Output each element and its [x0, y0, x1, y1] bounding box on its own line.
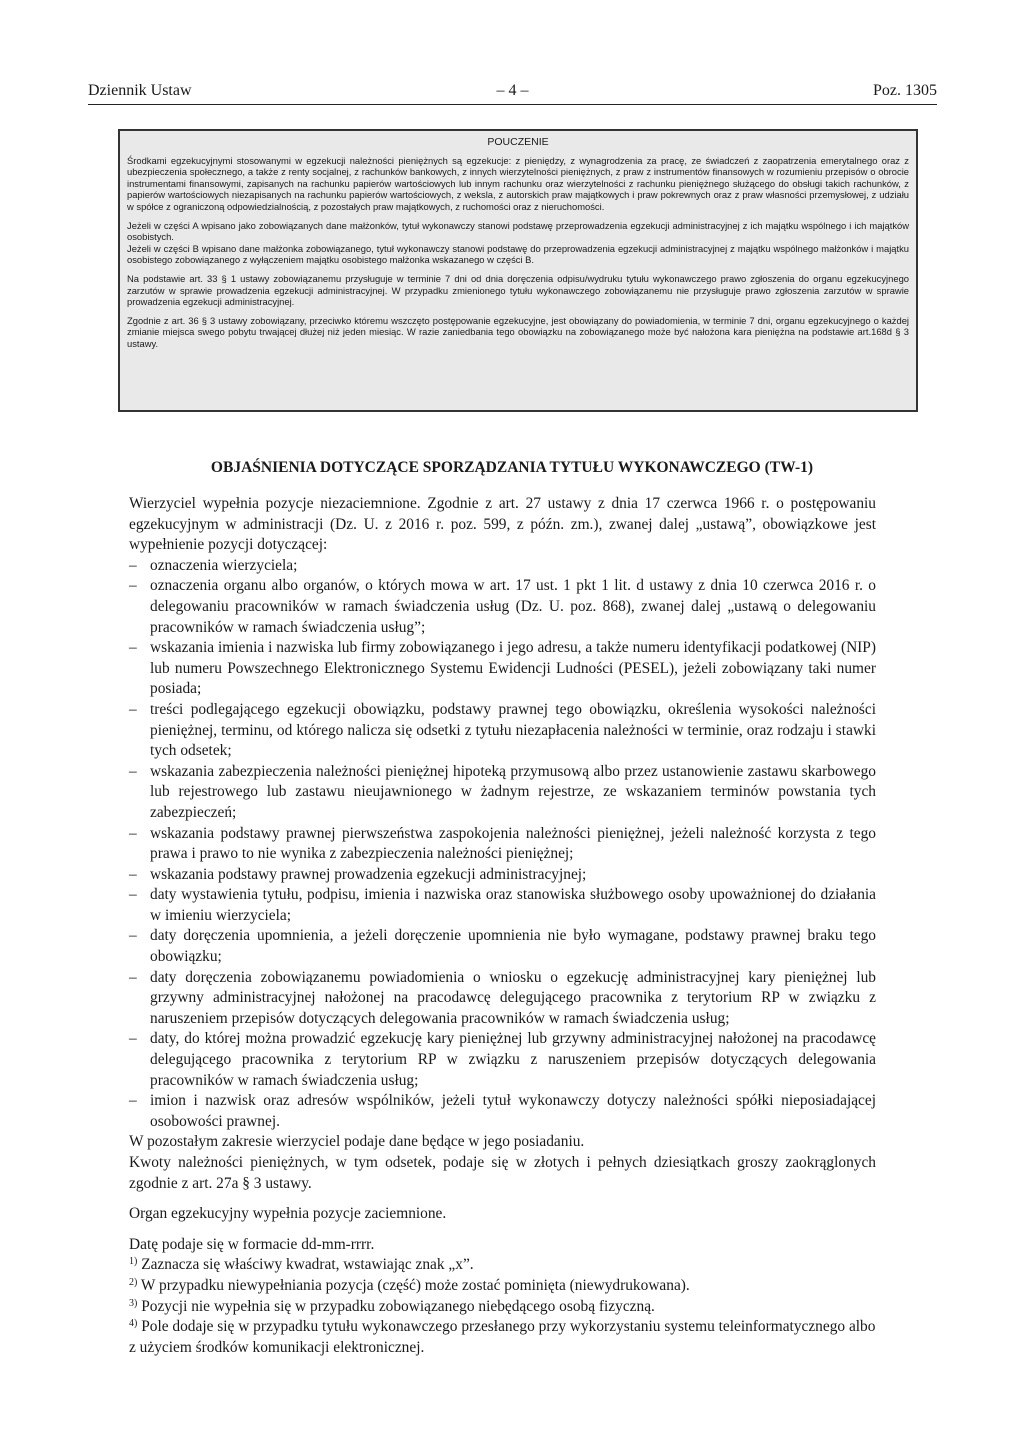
notice-paragraph: Środkami egzekucyjnymi stosowanymi w egzekucji należności pieniężnych są egzekucje: z pieniędzy, z wynagrodzenia za pracę, ze świadczeń z zaopatrzenia emerytalnego oraz z ubezpieczenia społecznego, a także z renty socjalnej, z rachunków bankowych, z innych wierzytelności pieniężnych, z praw z instrumentów finansowych w rozumieniu przepisów o obrocie instrumentami finansowymi, zapisanych na rachunku papierów wartościowych lub innym rachunku oraz wierzytelności z rachunku pieniężnego służącego do obsługi takich rachunków, z papierów wartościowych niezapisanych na rachunku papierów wartościowych, z weksla, z autorskich praw majątkowych i praw pokrewnych oraz z praw własności przemysłowej, z udziału w spółce z ograniczoną odpowiedzialnością, z pozostałych praw majątkowych, z ruchomości oraz z nieruchomości. — [127, 154, 909, 212]
notice-title: POUCZENIE — [487, 136, 549, 148]
list-item — [129, 1029, 876, 1091]
notice-paragraph: Zgodnie z art. 36 § 3 ustawy zobowiązany, przeciwko któremu wszczęto postępowanie egzekucyjne, jest obowiązany do powiadomienia, w terminie 7 dni, organu egzekucyjnego o każdej zmianie miejsca swego pobytu trwającej dłużej niż jeden miesiąc. W razie zaniedbania tego obowiązku na zobowiązanego może być nałożona kara pieniężna na podstawie art.168d § 3 ustawy. — [127, 314, 909, 349]
list-item — [129, 824, 876, 865]
footnote-mark: 2) — [129, 1276, 138, 1288]
list-item-text: wskazania podstawy prawnej pierwszeństwa zaspokojenia należności pieniężnej, jeżeli należność korzysta z tego prawa i prawo to nie wynika z zabezpieczenia należności pieniężnej; — [150, 824, 876, 863]
list-item — [129, 865, 876, 886]
footnote-text: Pozycji nie wypełnia się w przypadku zobowiązanego niebędącego osobą fizyczną. — [137, 1297, 655, 1315]
amounts-paragraph: Kwoty należności pieniężnych, w tym odsetek, podaje się w złotych i pełnych dziesiątkach groszy zaokrąglonych zgodnie z art. 27a § 3 ustawy. — [129, 1154, 876, 1192]
footnote-mark: 3) — [129, 1297, 138, 1309]
list-dash: – — [129, 865, 137, 883]
page-number: – 4 – — [496, 82, 529, 99]
list-item — [129, 556, 876, 577]
list-item — [129, 638, 876, 700]
list-dash: – — [129, 639, 137, 657]
organ-paragraph: Organ egzekucyjny wypełnia pozycje zaciemnione. — [129, 1205, 447, 1223]
notice-paragraph: Jeżeli w części A wpisano jako zobowiązanych dane małżonków, tytuł wykonawczy stanowi podstawę przeprowadzenia egzekucji administracyjnej z ich majątku wspólnego i ich majątków osobistych. — [127, 219, 909, 243]
list-item-text: wskazania podstawy prawnej prowadzenia egzekucji administracyjnej; — [150, 865, 587, 883]
list-item — [129, 576, 876, 638]
footnote — [129, 1297, 876, 1318]
section-title: OBJAŚNIENIA DOTYCZĄCE SPORZĄDZANIA TYTUŁU WYKONAWCZEGO (TW-1) — [210, 459, 814, 476]
list-item — [129, 885, 876, 926]
list-dash: – — [129, 968, 137, 986]
footnote-text: Zaznacza się właściwy kwadrat, wstawiając znak „x”. — [137, 1256, 474, 1274]
list-dash: – — [129, 762, 137, 780]
intro-paragraph: Wierzyciel wypełnia pozycje niezaciemnione. Zgodnie z art. 27 ustawy z dnia 17 czerwca 1966 r. o postępowaniu egzekucyjnym w administracji (Dz. U. z 2016 r. poz. 599, z późn. zm.), zwanej dalej „ustawą”, obowiązkowe jest wypełnienie pozycji dotyczącej: — [129, 495, 876, 554]
notice-box — [118, 129, 918, 412]
list-dash: – — [129, 556, 137, 574]
rest-paragraph: W pozostałym zakresie wierzyciel podaje dane będące w jego posiadaniu. — [129, 1133, 585, 1151]
list-item — [129, 700, 876, 762]
list-dash: – — [129, 927, 137, 945]
footnote-text: Pole dodaje się w przypadku tytułu wykonawczego przesłanego przy wykorzystaniu systemu teleinformatycznego albo z użyciem środków komunikacji elektronicznej. — [129, 1318, 876, 1356]
position-number: Poz. 1305 — [873, 82, 937, 99]
date-format-paragraph: Datę podaje się w formacie dd-mm-rrrr. — [129, 1235, 375, 1253]
list-dash: – — [129, 824, 137, 842]
list-item-text: wskazania zabezpieczenia należności pieniężnej hipoteką przymusową albo przez ustanowienie zastawu skarbowego lub rejestrowego lub zastawu nieujawnionego w żadnym rejestrze, ze wskazaniem terminów powstania tych zabezpieczeń; — [150, 762, 876, 821]
list-dash: – — [129, 1030, 137, 1048]
list-dash: – — [129, 700, 137, 718]
footnote — [129, 1276, 876, 1297]
list-dash: – — [129, 1092, 137, 1110]
footnote-mark: 4) — [129, 1318, 138, 1330]
footnote-text: W przypadku niewypełniania pozycja (część) może zostać pominięta (niewydrukowana). — [137, 1276, 690, 1294]
journal-name: Dziennik Ustaw — [88, 82, 192, 99]
list-item-text: imion i nazwisk oraz adresów wspólników, jeżeli tytuł wykonawczy dotyczy należności spółki nieposiadającej osobowości prawnej. — [150, 1092, 876, 1130]
obligations-list — [129, 556, 876, 1133]
list-dash: – — [129, 886, 137, 904]
list-dash: – — [129, 577, 137, 595]
footnote-mark: 1) — [129, 1256, 138, 1268]
list-item — [129, 762, 876, 824]
list-item-text: daty doręczenia upomnienia, a jeżeli doręczenie upomnienia nie było wymagane, podstawy prawnej braku tego obowiązku; — [150, 927, 876, 966]
list-item-text: daty, do której można prowadzić egzekucję kary pieniężnej lub grzywny administracyjnej nałożonej na pracodawcę delegującego pracownika z terytorium RP w związku z naruszeniem przepisów dotyczących delegowania pracowników w ramach świadczenia usług; — [150, 1030, 876, 1089]
list-item-text: oznaczenia organu albo organów, o których mowa w art. 17 ust. 1 pkt 1 lit. d ustawy z dnia 10 czerwca 2016 r. o delegowaniu pracowników w ramach świadczenia usług (Dz. U. poz. 868), zwanej dalej „ustawą o delegowaniu pracowników w ramach świadczenia usług”; — [150, 577, 876, 636]
list-item-text: treści podlegającego egzekucji obowiązku, podstawy prawnej tego obowiązku, określenia wysokości należności pieniężnej, terminu, od którego nalicza się odsetki z tytułu niezapłacenia należności w terminie, oraz rodzaju i stawki tych odsetek; — [150, 700, 876, 760]
list-item-text: daty wystawienia tytułu, podpisu, imienia i nazwiska oraz stanowiska służbowego osoby upoważnionej do działania w imieniu wierzyciela; — [150, 886, 876, 924]
list-item — [129, 926, 876, 967]
list-item-text: daty doręczenia zobowiązanemu powiadomienia o wniosku o egzekucję administracyjnej kary pieniężnej lub grzywny administracyjnej nałożonej na pracodawcę delegującego pracownika z terytorium RP w związku z naruszeniem przepisów dotyczących delegowania pracowników w ramach świadczenia usług; — [150, 968, 876, 1027]
list-item-text: wskazania imienia i nazwiska lub firmy zobowiązanego i jego adresu, a także numeru identyfikacji podatkowej (NIP) lub numeru Powszechnego Elektronicznego Systemu Ewidencji Ludności (PESEL), jeżeli zobowiązany taki numer posiada; — [150, 639, 876, 698]
page-header — [88, 82, 937, 105]
list-item — [129, 968, 876, 1030]
list-item-text: oznaczenia wierzyciela; — [150, 556, 298, 574]
footnote — [129, 1255, 876, 1276]
explanations-body — [129, 494, 876, 1358]
footnote — [129, 1317, 876, 1358]
notice-paragraph: Na podstawie art. 33 § 1 ustawy zobowiązanemu przysługuje w terminie 7 dni od dnia doręczenia odpisu/wydruku tytułu wykonawczego prawo zgłoszenia do organu egzekucyjnego zarzutów w sprawie prowadzenia egzekucji administracyjnej. W przypadku zmienionego tytułu wykonawczego zobowiązanemu nie przysługuje prawo zgłoszenia zarzutów w sprawie prowadzenia egzekucji administracyjnej. — [127, 272, 909, 308]
notice-paragraph: Jeżeli w części B wpisano dane małżonka zobowiązanego, tytuł wykonawczy stanowi podstawę do przeprowadzenia egzekucji administracyjnej z majątku wspólnego małżonków i majątku osobistego zobowiązanego z wyłączeniem majątku osobistego małżonka wskazanego w części B. — [127, 242, 909, 266]
list-item — [129, 1091, 876, 1132]
